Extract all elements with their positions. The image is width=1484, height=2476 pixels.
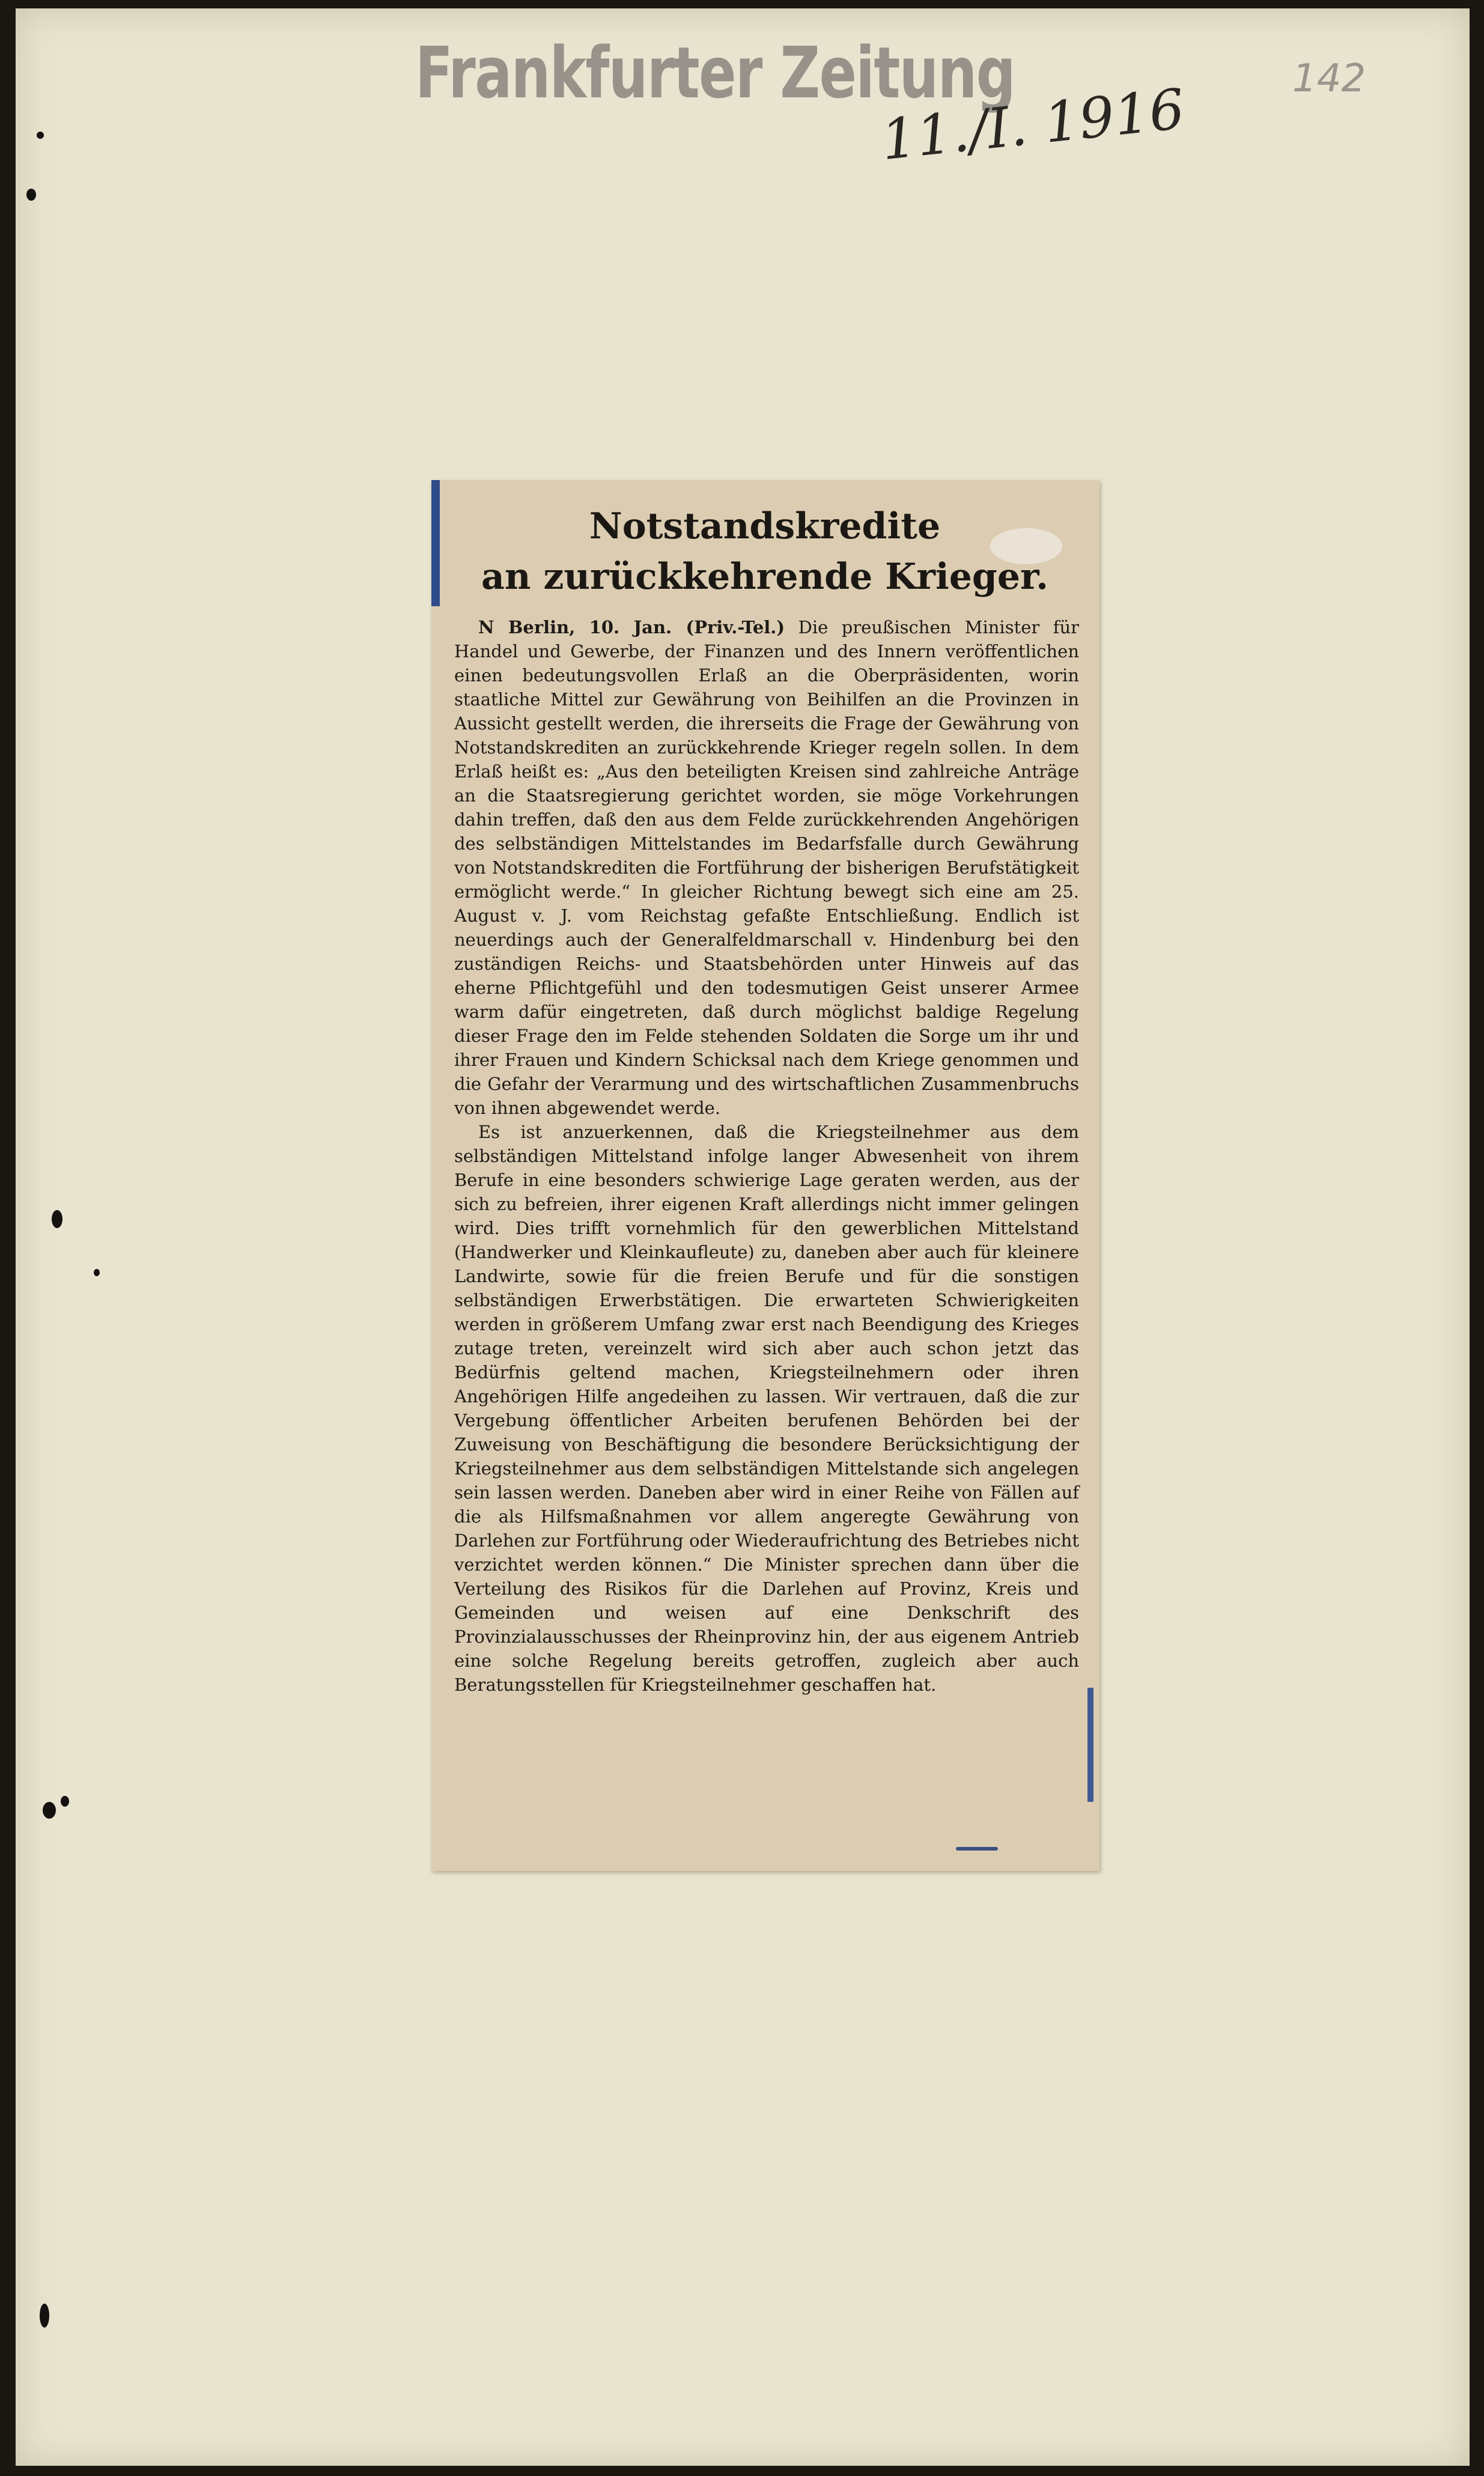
article-headline (455, 501, 1074, 602)
ink-mark (956, 1847, 998, 1851)
headline-line-2: an zurückkehrende Krieger. (481, 556, 1049, 598)
newspaper-name-stamp: Frankfurter Zeitung (415, 31, 1015, 114)
article-paragraph-2: Es ist anzuerkennen, daß die Kriegsteilnehmer aus dem selbständigen Mittelstand infolge langer Abwesenheit von ihrem Berufe in eine besonders schwierige Lage geraten werden, aus der sich zu befreien, ihrer eigenen Kraft allerdings nicht immer gelingen wird. Dies trifft vornehmlich für den gewerblichen Mittelstand (Handwerker und Kleinkaufleute) zu, daneben aber auch für kleinere Landwirte, sowie für die freien Berufe und für die sonstigen selbständigen Erwerbstätigen. Die erwarteten Schwierigkeiten werden in größerem Umfang zwar erst nach Beendigung des Krieges zutage treten, vereinzelt wird sich aber auch schon jetzt das Bedürfnis geltend machen, Kriegsteilnehmern oder ihren Angehörigen Hilfe angedeihen zu lassen. Wir vertrauen, daß die zur Vergebung öffentlicher Arbeiten berufenen Behörden bei der Zuweisung von Beschäftigung die besondere Berücksichtigung der Kriegsteilnehmer aus dem selbständigen Mittelstande sich angelegen sein lassen werden. Daneben aber wird in einer Reihe von Fällen auf die als Hilfsmaßnahmen vor allem angeregte Gewährung von Darlehen zur Fortführung oder Wiederaufrichtung des Betriebes nicht verzichtet werden können.“ Die Minister sprechen dann über die Verteilung des Risikos für die Darlehen auf Provinz, Kreis und Gemeinden und weisen auf eine Denkschrift des Provinzialausschusses der Rheinprovinz hin, der aus eigenem Antrieb eine solche Regelung bereits getroffen, zugleich aber auch Beratungsstellen für Kriegsteilnehmer geschaffen hat. (454, 1122, 1079, 1695)
headline-line-1: Notstandskredite (589, 505, 941, 547)
newspaper-clipping (431, 480, 1099, 1871)
paragraph-1-text: Die preußischen Minister für Handel und Gewerbe, der Finanzen und des Innern veröffentlichen einen bedeutungsvollen Erlaß an die Oberpräsidenten, worin staatliche Mittel zur Gewährung von Beihilfen an die Provinzen in Aussicht gestellt werden, die ihrerseits die Frage der Gewährung von Notstandskrediten an zurückkehrende Krieger regeln sollen. In dem Erlaß heißt es: „Aus den beteiligten Kreisen sind zahlreiche Anträge an die Staatsregierung gerichtet worden, sie möge Vorkehrungen dahin treffen, daß den aus dem Felde zurückkehrenden Angehörigen des selbständigen Mittelstandes im Bedarfsfalle durch Gewährung von Notstandskrediten die Fortführung der bisherigen Berufstätigkeit ermöglicht werde.“ In gleicher Richtung bewegt sich eine am 25. August v. J. vom Reichstag gefaßte Entschließung. Endlich ist neuerdings auch der Generalfeldmarschall v. Hindenburg bei den zuständigen Reichs- und Staatsbehörden unter Hinweis auf das eherne Pflichtgefühl und den todesmutigen Geist unserer Armee warm dafür eingetreten, daß durch möglichst baldige Regelung dieser Frage den im Felde stehenden Soldaten die Sorge um ihr und ihrer Frauen und Kindern Schicksal nach dem Kriege genommen und die Gefahr der Verarmung und des wirtschaftlichen Zusammenbruchs von ihnen abgewendet werde. (454, 617, 1079, 1118)
dateline: N Berlin, 10. Jan. (Priv.-Tel.) (478, 617, 785, 637)
page-number: 142 (1292, 56, 1366, 101)
clipping-blue-edge-bottom (1087, 1688, 1093, 1802)
article-paragraph-1 (454, 615, 1079, 1120)
handwritten-date: 11./I. 1916 (878, 76, 1188, 173)
archive-sheet (16, 8, 1470, 2466)
clipping-blue-edge (431, 480, 440, 606)
article-body (454, 615, 1079, 1697)
